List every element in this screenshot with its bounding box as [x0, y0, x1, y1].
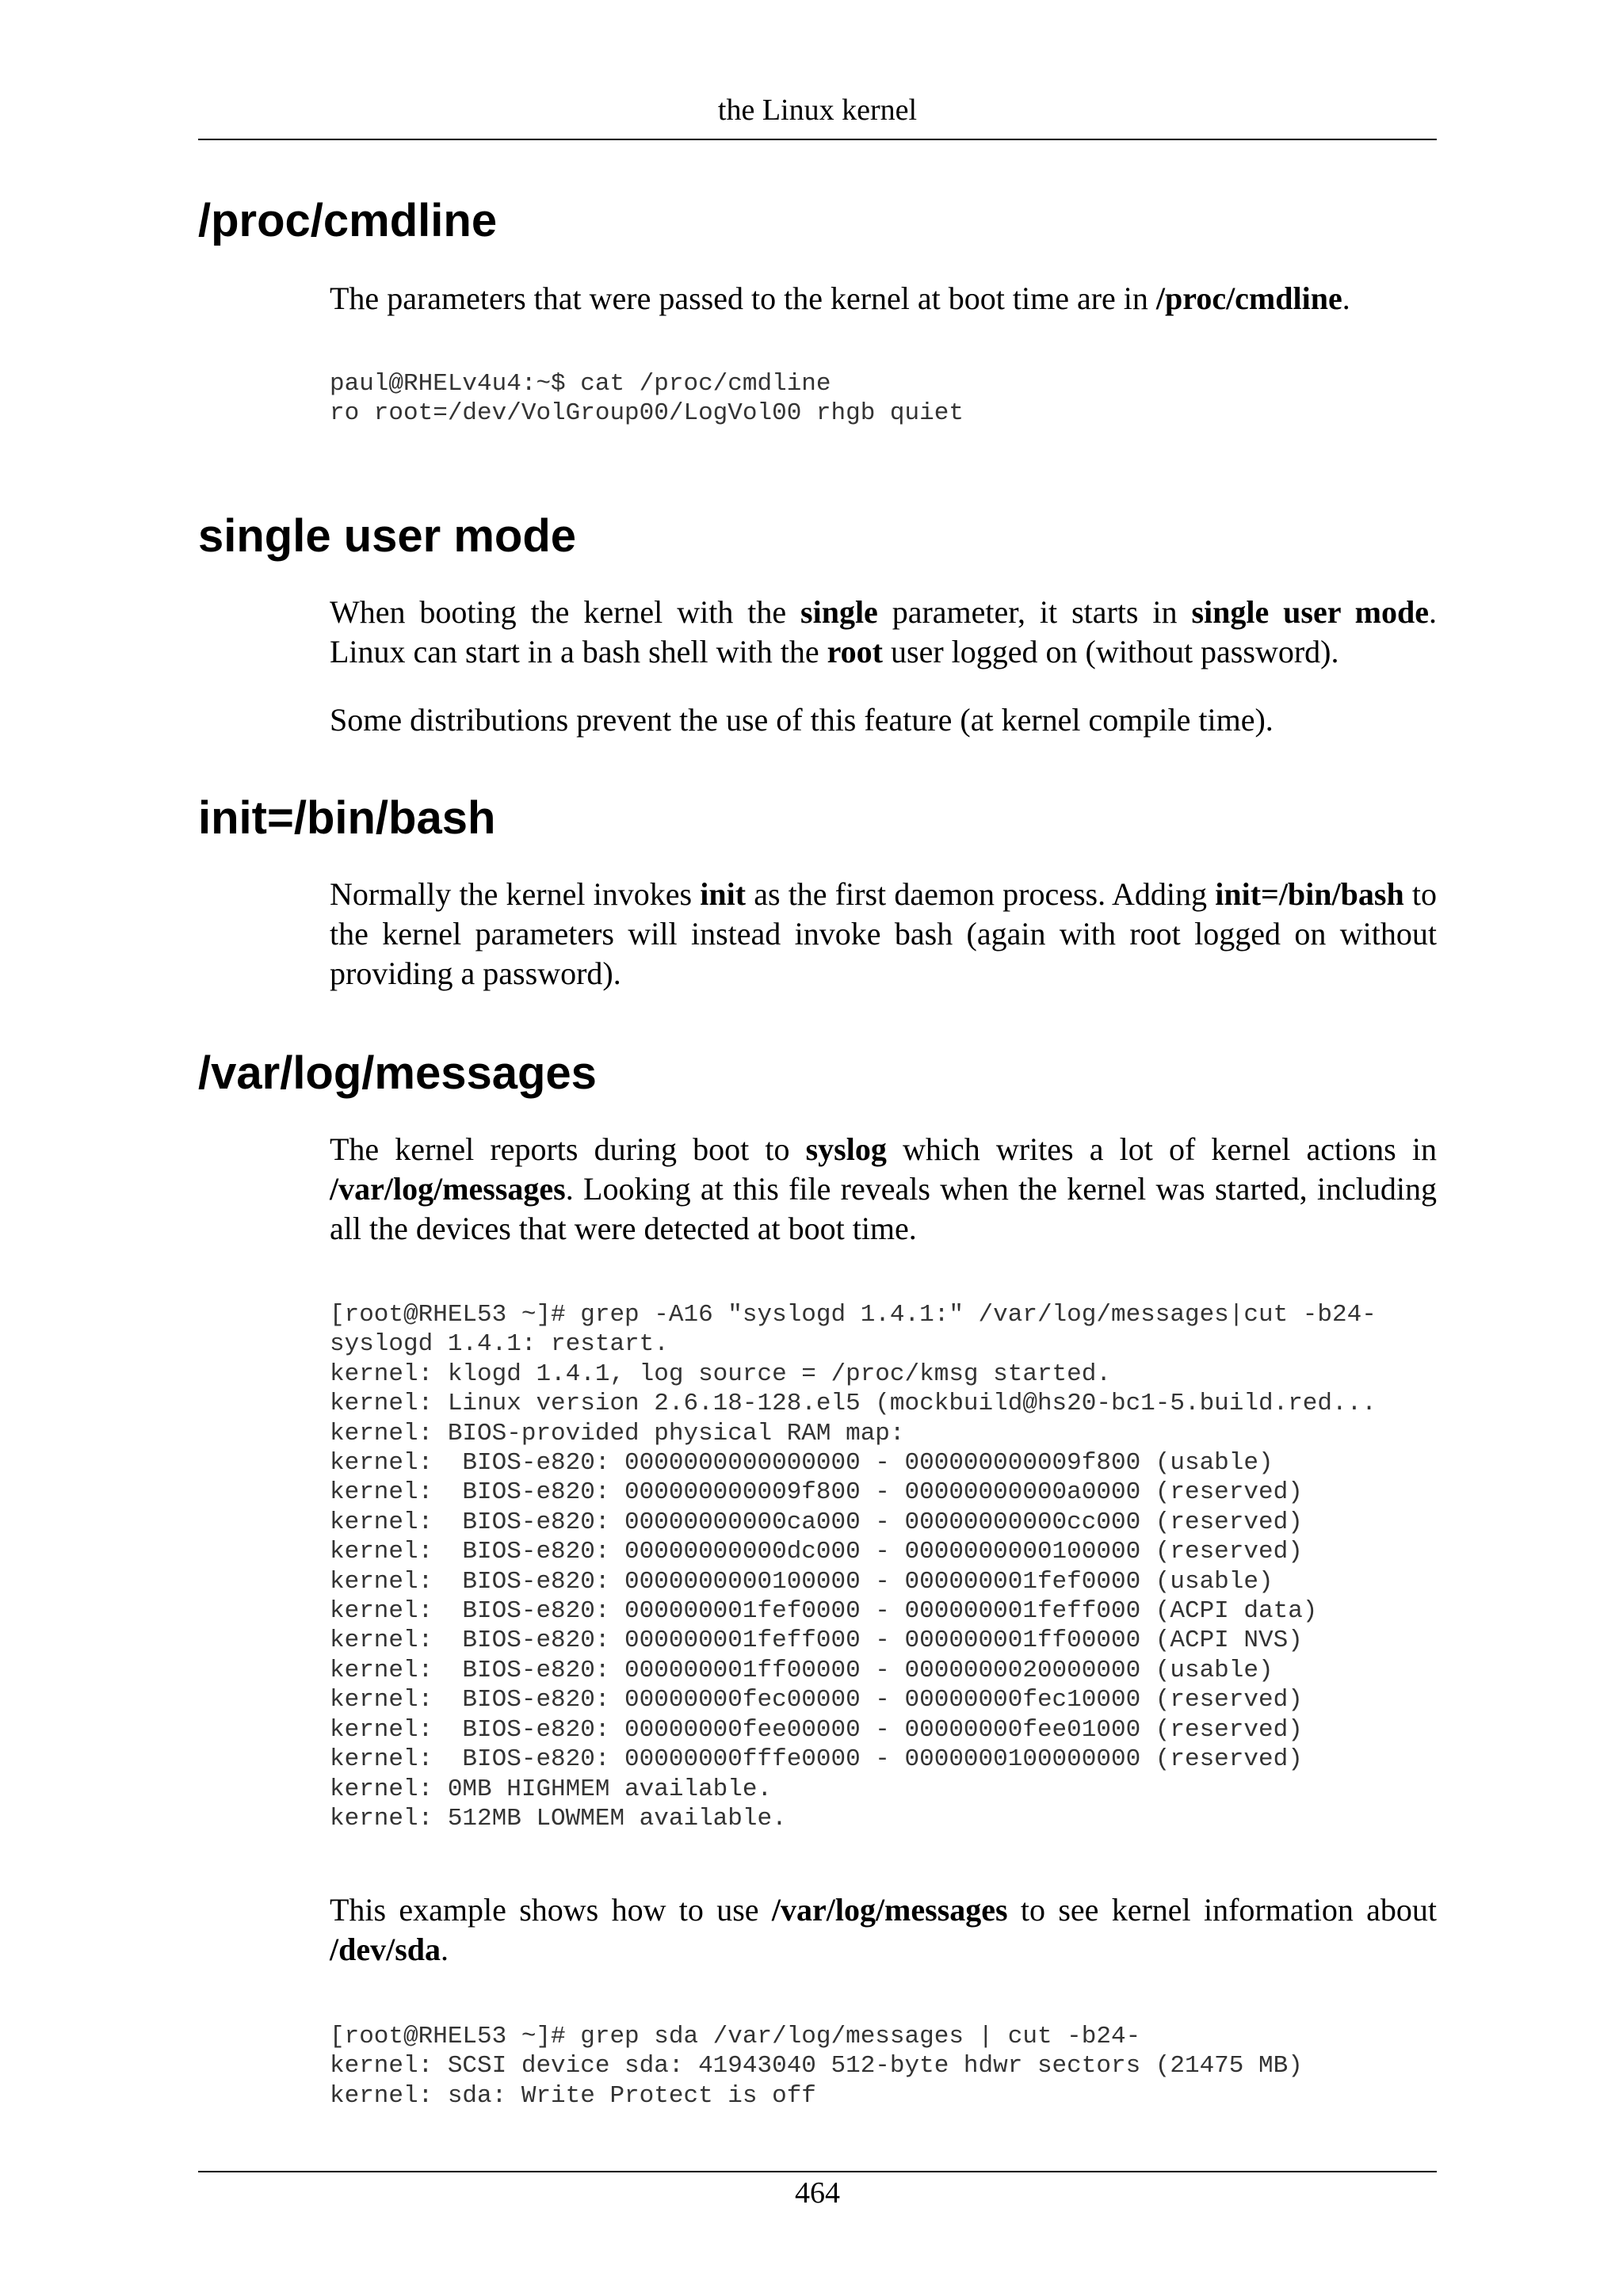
code-line: kernel: Linux version 2.6.18-128.el5 (mockbuild@hs20-bc1-5.build.red... [330, 1390, 1377, 1418]
code-line: kernel: BIOS-e820: 00000000000dc000 - 0000000000100000 (reserved) [330, 1538, 1303, 1566]
code-line: kernel: BIOS-e820: 00000000000ca000 - 00000000000cc000 (reserved) [330, 1508, 1303, 1536]
code-line: kernel: BIOS-e820: 0000000000100000 - 000000001fef0000 (usable) [330, 1567, 1274, 1596]
code-line: kernel: BIOS-provided physical RAM map: [330, 1419, 905, 1447]
code-line: kernel: BIOS-e820: 000000001fef0000 - 000000001feff000 (ACPI data) [330, 1597, 1318, 1626]
cmdline-code-block [330, 369, 964, 429]
messages-paragraph-2: This example shows how to use /var/log/messages to see kernel information about /dev/sda. [330, 1892, 1437, 1967]
section-heading-init-bin-bash: init=/bin/bash [198, 792, 496, 844]
header-rule [198, 139, 1437, 140]
code-line: kernel: BIOS-e820: 000000001ff00000 - 0000000020000000 (usable) [330, 1656, 1274, 1684]
code-line: kernel: BIOS-e820: 000000001feff000 - 000000001ff00000 (ACPI NVS) [330, 1627, 1303, 1655]
code-line: kernel: BIOS-e820: 000000000009f800 - 00000000000a0000 (reserved) [330, 1478, 1303, 1507]
code-line: ro root=/dev/VolGroup00/LogVol00 rhgb quiet [330, 399, 964, 428]
init-paragraph: Normally the kernel invokes init as the first daemon process. Adding init=/bin/bash to the kernel parameters will instead invoke bash (again with root logged on without providing a password). [330, 876, 1438, 991]
messages-paragraph-1: The kernel reports during boot to syslog which writes a lot of kernel actions in /var/log/messages. Looking at this file reveals when the kernel was started, including all the devices that were detected at boot time. [330, 1131, 1437, 1246]
code-line: kernel: 512MB LOWMEM available. [330, 1804, 787, 1833]
footer-rule [198, 2171, 1437, 2172]
sda-code-block [330, 2022, 1303, 2111]
section-heading-proc-cmdline: /proc/cmdline [198, 195, 498, 246]
code-line: kernel: BIOS-e820: 00000000fee00000 - 00000000fee01000 (reserved) [330, 1715, 1303, 1744]
code-line: kernel: BIOS-e820: 00000000fffe0000 - 0000000100000000 (reserved) [330, 1745, 1303, 1774]
messages-code-block [330, 1300, 1377, 1833]
code-line: kernel: BIOS-e820: 00000000fec00000 - 00000000fec10000 (reserved) [330, 1686, 1303, 1714]
code-line: kernel: BIOS-e820: 0000000000000000 - 000000000009f800 (usable) [330, 1449, 1274, 1478]
code-line: syslogd 1.4.1: restart. [330, 1330, 669, 1359]
single-user-paragraph-1: When booting the kernel with the single parameter, it starts in single user mode. Linux can start in a bash shell with the root user logged on (without password). [330, 594, 1437, 669]
section-heading-single-user-mode: single user mode [198, 510, 577, 562]
code-line: [root@RHEL53 ~]# grep sda /var/log/messages | cut -b24- [330, 2023, 1141, 2050]
single-user-paragraph-2: Some distributions prevent the use of this feature (at kernel compile time). [330, 702, 1274, 738]
running-header: the Linux kernel [717, 93, 918, 127]
cmdline-paragraph: The parameters that were passed to the kernel at boot time are in /proc/cmdline. [330, 280, 1350, 316]
code-line: kernel: klogd 1.4.1, log source = /proc/kmsg started. [330, 1360, 1111, 1388]
section-heading-var-log-messages: /var/log/messages [198, 1047, 597, 1099]
code-line: kernel: 0MB HIGHMEM available. [330, 1775, 773, 1803]
code-line: kernel: SCSI device sda: 41943040 512-byte hdwr sectors (21475 MB) [330, 2052, 1303, 2081]
code-line: kernel: sda: Write Protect is off [330, 2081, 816, 2110]
code-line: paul@RHELv4u4:~$ cat /proc/cmdline [330, 370, 831, 398]
code-line: [root@RHEL53 ~]# grep -A16 "syslogd 1.4.1:" /var/log/messages|cut -b24- [330, 1301, 1377, 1329]
page-number: 464 [795, 2176, 840, 2210]
